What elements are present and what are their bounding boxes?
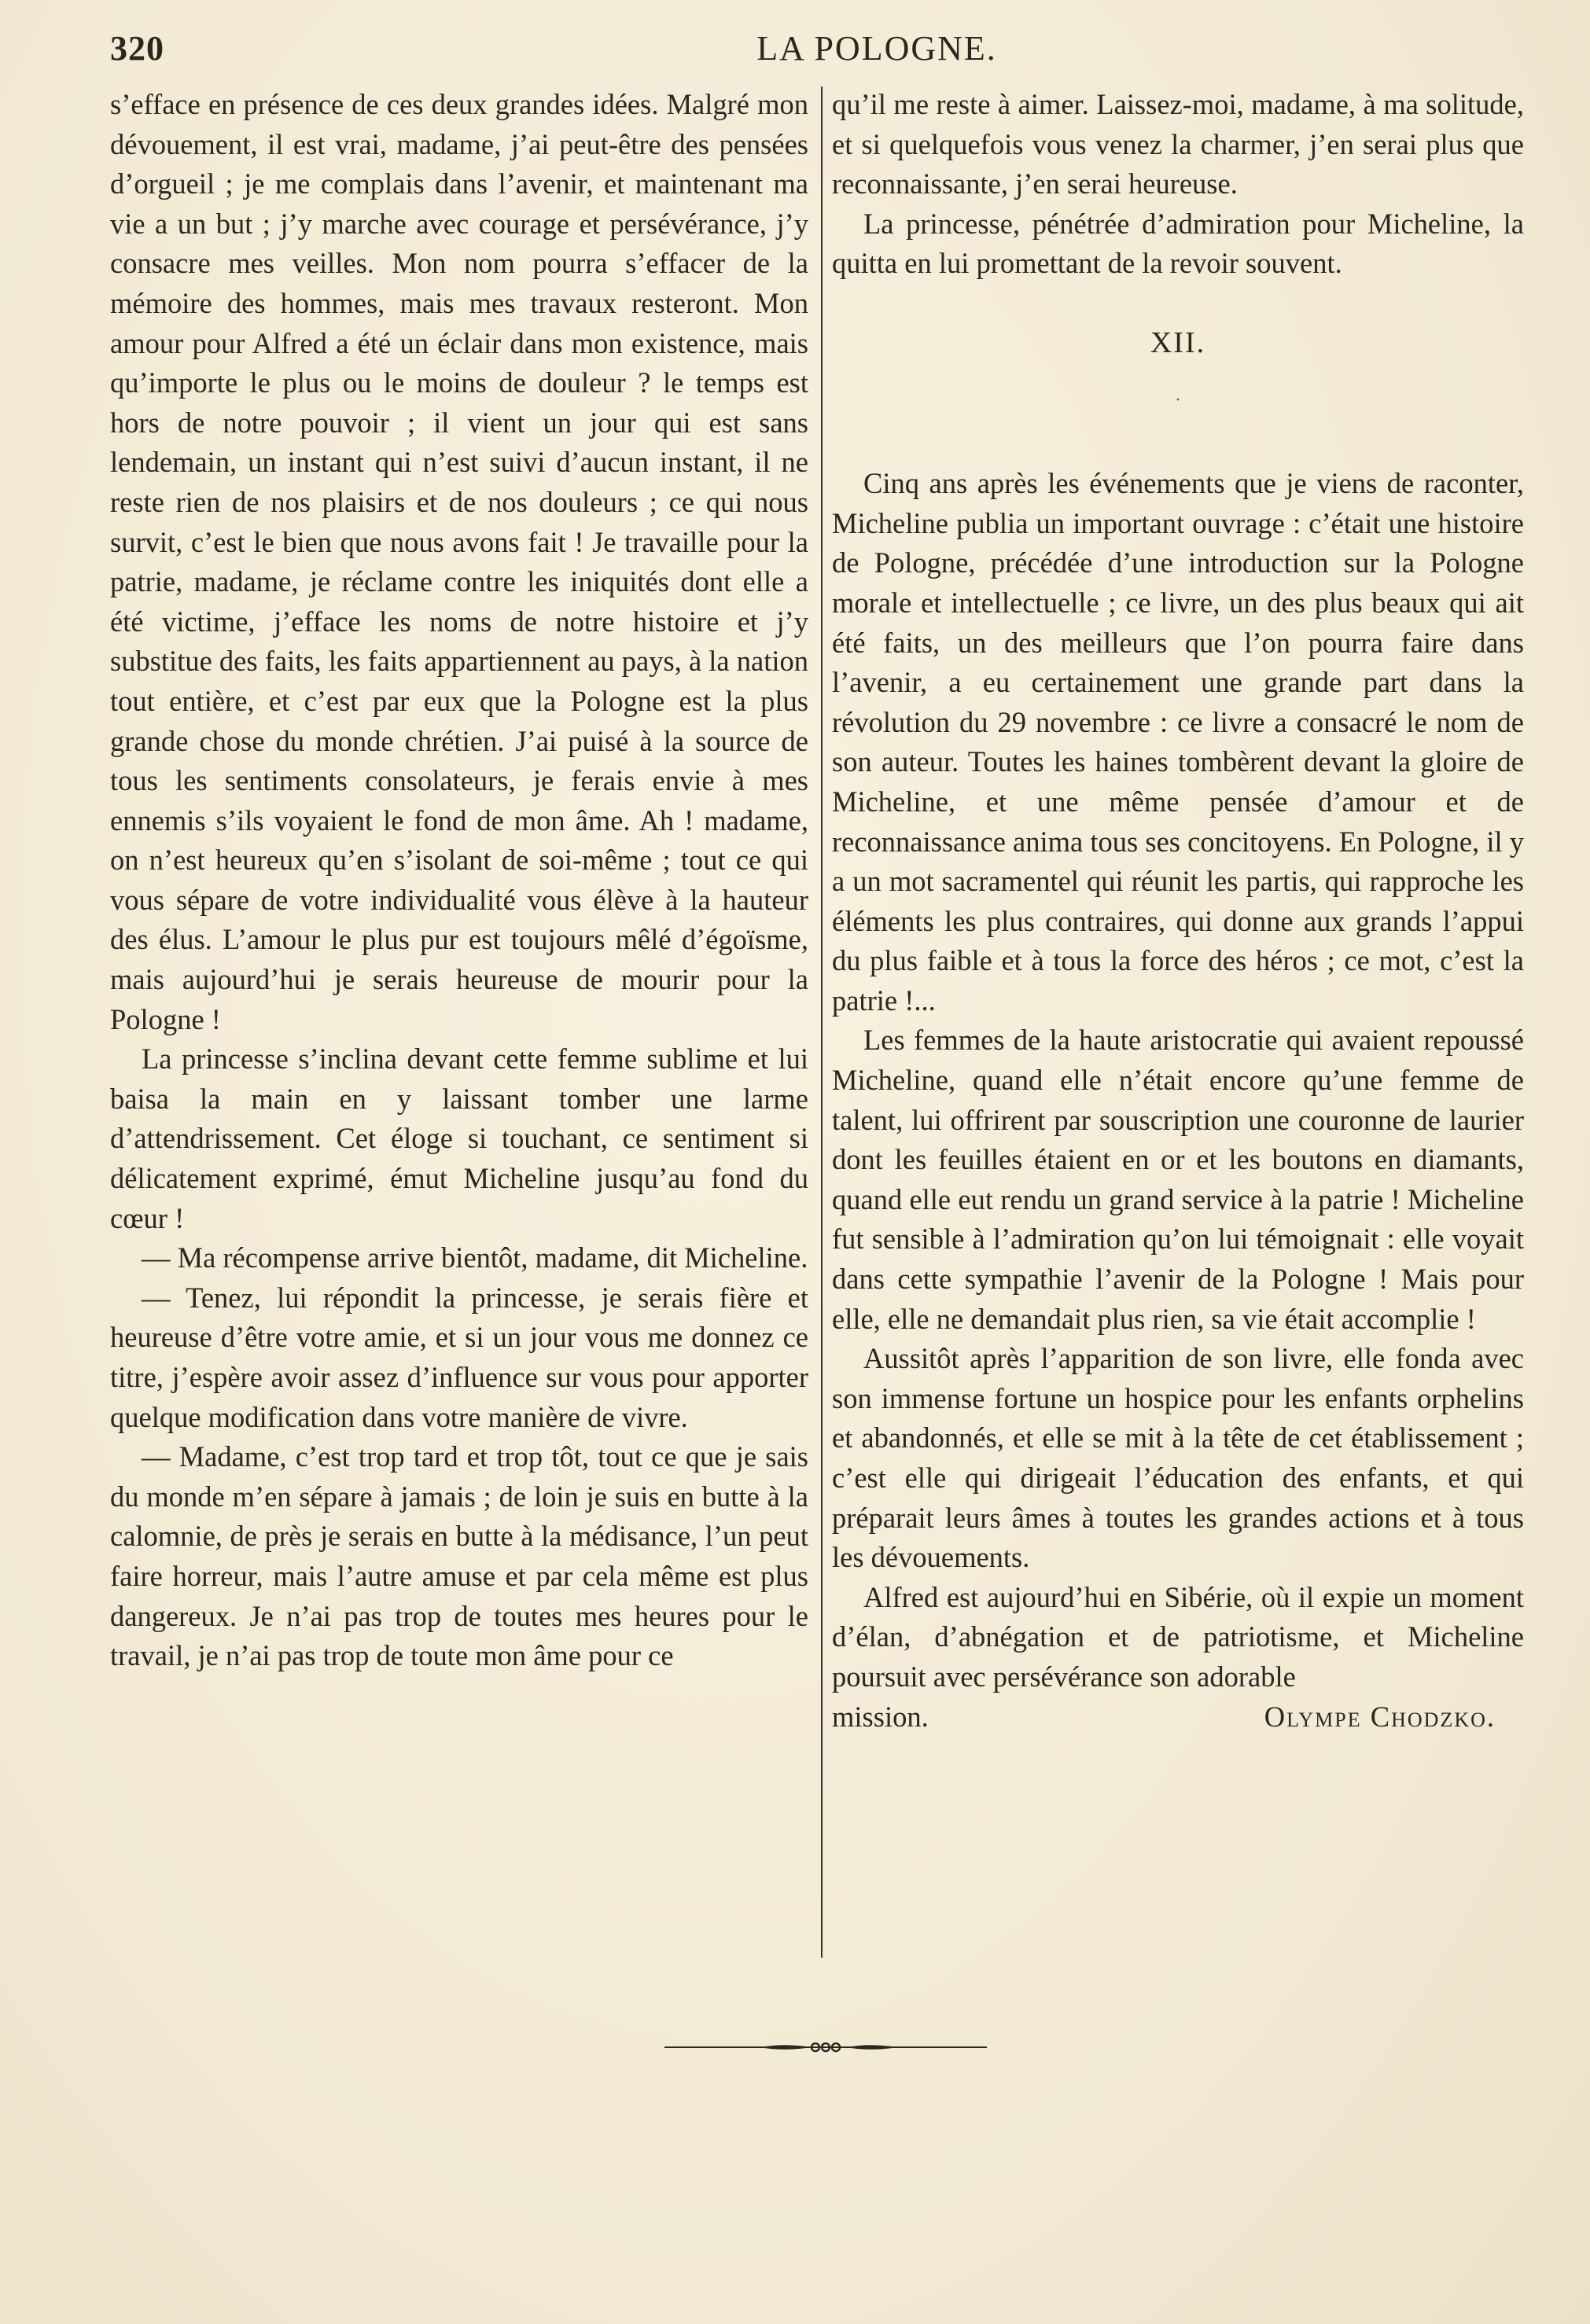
column-divider (821, 86, 823, 1958)
author-signature: Olympe Chodzko. (1264, 1700, 1496, 1733)
signature-line (832, 1697, 1524, 1737)
page-header (110, 24, 1549, 79)
left-column (110, 85, 808, 1676)
paragraph: — Madame, c’est trop tard et trop tôt, tout ce que je sais du monde m’en sépare à jamais ; de loin je suis en butte à la calomnie, de près je serais en butte à la médisance, l’un peut faire horreur, mais l’autre amuse et par cela même est plus dangereux. Je n’ai pas trop de toutes mes heures pour le travail, je n’ai pas trop de toute mon âme pour ce (110, 1440, 808, 1672)
running-title: LA POLOGNE. (756, 29, 997, 68)
paragraph: — Ma récompense arrive bientôt, madame, dit Micheline. (142, 1241, 808, 1274)
section-dot: · (1175, 389, 1181, 410)
paragraph: Les femmes de la haute aristocratie qui avaient repoussé Micheline, quand elle n’était encore qu’une femme de talent, lui offrirent par souscription une couronne de laurier dont les feuilles étaient en or et les boutons en diamants, quand elle eut rendu un grand service à la patrie ! Micheline fut sensible à l’admiration qu’on lui témoignait : elle voyait dans cette sympathie l’avenir de la Pologne ! Mais pour elle, elle ne demandait plus rien, sa vie était accomplie ! (832, 1024, 1524, 1335)
closing-word: mission. (832, 1700, 929, 1733)
paragraph: Cinq ans après les événements que je viens de raconter, Micheline publia un important ouvrage : c’était une histoire de Pologne, précédée d’une introduction sur la Pologne morale et intellectuelle ; ce livre, un des plus beaux qui ait été faits, un des meilleurs que l’on pourra faire dans l’avenir, a eu certainement une grande part dans la révolution du 29 novembre : ce livre a consacré le nom de son auteur. Toutes les haines tombèrent devant la gloire de Micheline, et une même pensée d’amour et de reconnaissance anima tous ses concitoyens. En Pologne, il y a un mot sacramentel qui réunit les partis, qui rapproche les éléments les plus contraires, qui donne aux grands l’appui du plus faible et à tous la force des héros ; ce mot, c’est la patrie !... (832, 467, 1524, 1017)
paragraph: s’efface en présence de ces deux grandes idées. Malgré mon dévouement, il est vrai, madame, j’ai peut-être des pensées d’orgueil ; je me complais dans l’avenir, et maintenant ma vie a un but ; j’y marche avec courage et persévérance, j’y consacre mes veilles. Mon nom pourra s’effacer de la mémoire des hommes, mais mes travaux resteront. Mon amour pour Alfred a été un éclair dans mon existence, mais qu’importe le plus ou le moins de douleur ? le temps est hors de notre pouvoir ; il vient un jour qui est sans lendemain, un instant qui n’est suivi d’aucun instant, il ne reste rien de nos plaisirs et de nos douleurs ; ce qui nous survit, c’est le bien que nous avons fait ! Je travaille pour la patrie, madame, je réclame contre les iniquités dont elle a été victime, j’efface les noms de notre histoire et j’y substitue des faits, les faits appartiennent au pays, à la nation tout entière, et c’est par eux que la Pologne est la plus grande chose du monde chrétien. J’ai puisé à la source de tous les sentiments consolateurs, je ferais envie à mes ennemis s’ils voyaient le fond de mon âme. Ah ! madame, on n’est heureux qu’en s’isolant de soi-même ; tout ce qui vous sépare de votre individualité vous élève à la hauteur des élus. L’amour le plus pur est toujours mêlé d’égoïsme, mais aujourd’hui je serais heureuse de mourir pour la Pologne ! (110, 88, 808, 1035)
page-number: 320 (110, 29, 164, 68)
right-column (832, 85, 1524, 1737)
paragraph: Alfred est aujourd’hui en Sibérie, où il expie un moment d’élan, d’abnégation et de patriotisme, et Micheline poursuit avec persévérance son adorable (832, 1580, 1524, 1693)
section-heading: XII. (1150, 325, 1206, 359)
paragraph: — Tenez, lui répondit la princesse, je serais fière et heureuse d’être votre amie, et si un jour vous me donnez ce titre, j’espère avoir assez d’influence sur vous pour apporter quelque modification dans votre manière de vivre. (110, 1281, 808, 1433)
tailpiece-ornament-icon (664, 2039, 987, 2055)
paragraph: Aussitôt après l’apparition de son livre, elle fonda avec son immense fortune un hospice pour les enfants orphelins et abandonnés, et elle se mit à la tête de cet établissement ; c’est elle qui dirigeait l’éducation des enfants, et qui préparait leurs âmes à toutes les grandes actions et à tous les dévouements. (832, 1342, 1524, 1574)
paragraph: La princesse s’inclina devant cette femme sublime et lui baisa la main en y laissant tomber une larme d’attendrissement. Cet éloge si touchant, ce sentiment si délicatement exprimé, émut Micheline jusqu’au fond du cœur ! (110, 1042, 808, 1234)
paragraph: qu’il me reste à aimer. Laissez-moi, madame, à ma solitude, et si quelquefois vous venez la charmer, j’en serai plus que reconnaissante, j’en serai heureuse. (832, 88, 1524, 200)
paragraph: La princesse, pénétrée d’admiration pour Micheline, la quitta en lui promettant de la revoir souvent. (832, 207, 1524, 280)
